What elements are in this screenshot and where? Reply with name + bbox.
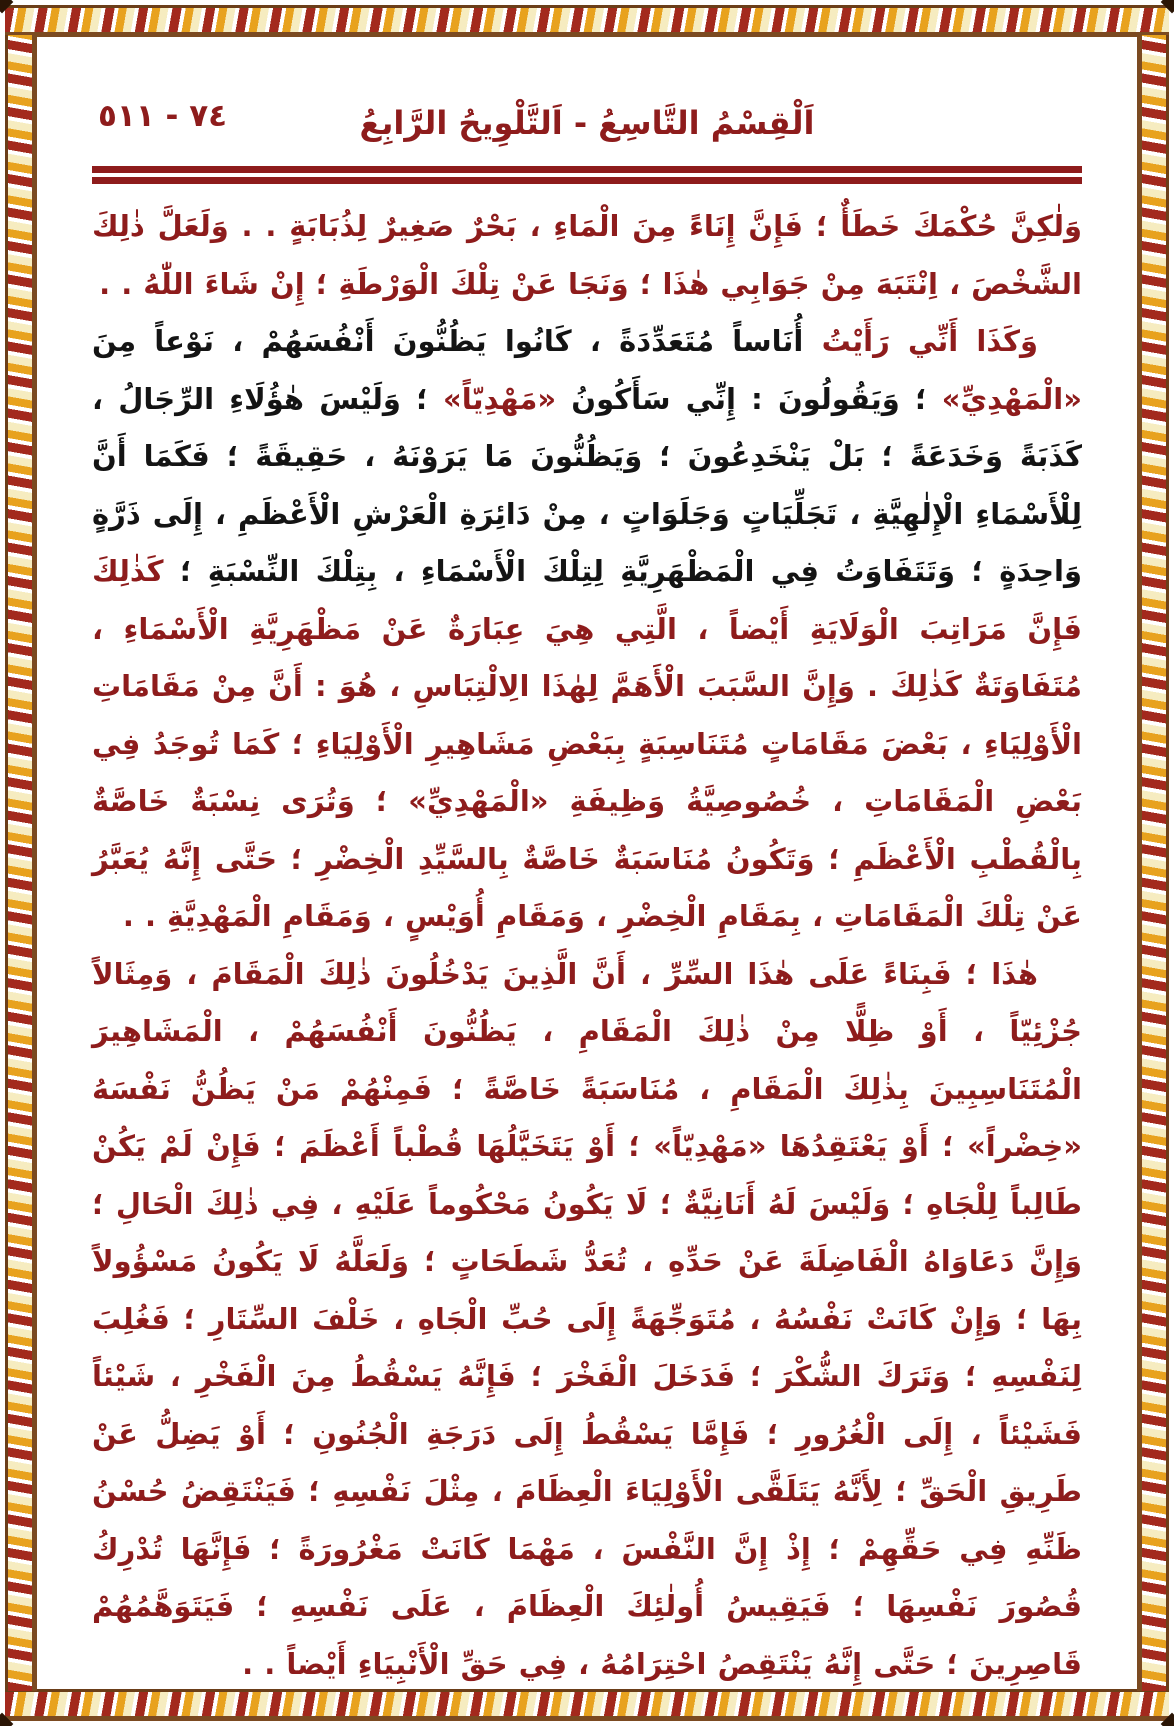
text-segment: أُنَاساً مُتَعَدِّدَةً ، كَانُوا يَظُنُّونَ أَنْفُسَهُمْ ، نَوْعاً مِنَ bbox=[92, 324, 804, 358]
border-right-band bbox=[1137, 35, 1169, 1691]
text-segment: «الْمَهْدِيِّ» bbox=[941, 381, 1082, 416]
text-segment: وَكَذَا أَنِّي رَأَيْتُ bbox=[803, 324, 1038, 358]
page-content bbox=[64, 42, 1110, 1684]
border-left-band bbox=[5, 35, 37, 1691]
text-segment: ؛ وَيَقُولُونَ : إِنِّي سَأَكُونُ bbox=[556, 381, 942, 416]
text-segment: هٰذَا ؛ فَبِنَاءً عَلَى هٰذَا السِّرِّ ، أَنَّ الَّذِينَ يَدْخُلُونَ ذٰلِكَ الْمَقَامَ ، وَمِثَالاً جُزْئِيّاً ، أَوْ ظِلًّا مِنْ ذٰلِكَ الْمَقَامِ ، يَظُنُّونَ أَنْفُسَهُمْ ، الْمَشَاهِيرَ الْمُتَنَاسِبِينَ بِذٰلِكَ الْمَقَامِ ، مُنَاسَبَةً خَاصَّةً ؛ فَمِنْهُمْ مَنْ يَظُنُّ نَفْسَهُ «خِضْراً» ؛ أَوْ يَعْتَقِدُهَا «مَهْدِيّاً» ؛ أَوْ يَتَخَيَّلُهَا قُطْباً أَعْظَمَ ؛ فَإِنْ لَمْ يَكُنْ طَالِباً لِلْجَاهِ ؛ وَلَيْسَ لَهُ أَنَانِيَّةٌ ؛ لَا يَكُونُ مَحْكُوماً عَلَيْهِ ، فِي ذٰلِكَ الْحَالِ ؛ وَإِنَّ دَعَاوَاهُ الْفَاضِلَةَ عَنْ حَدِّهِ ، تُعَدُّ شَطَحَاتٍ ؛ وَلَعَلَّهُ لَا يَكُونُ مَسْؤُولاً بِهَا ؛ وَإِنْ كَانَتْ نَفْسُهُ ، مُتَوَجِّهَةً إِلَى حُبِّ الْجَاهِ ، خَلْفَ السِّتَارِ ؛ فَغُلِبَ لِنَفْسِهِ ؛ وَتَرَكَ الشُّكْرَ ؛ فَدَخَلَ الْفَخْرَ ؛ فَإِنَّهُ يَسْقُطُ مِنَ الْفَخْرِ ، شَيْئاً فَشَيْئاً ، إِلَى الْغُرُورِ ؛ فَإِمَّا يَسْقُطُ إِلَى دَرَجَةِ الْجُنُونِ ؛ أَوْ يَضِلُّ عَنْ طَرِيقِ الْحَقِّ ؛ لِأَنَّهُ يَتَلَقَّى الْأَوْلِيَاءَ الْعِظَامَ ، مِثْلَ نَفْسِهِ ؛ فَيَنْتَقِضُ حُسْنُ ظَنِّهِ فِي حَقِّهِمْ ؛ إِذْ إِنَّ النَّفْسَ ، مَهْمَا كَانَتْ مَغْرُورَةً ؛ فَإِنَّهَا تُدْرِكُ قُصُورَ نَفْسِهَا ؛ فَيَقِيسُ أُولٰئِكَ الْعِظَامَ ، عَلَى نَفْسِهِ ؛ فَيَتَوَهَّمُهُمْ قَاصِرِينَ ؛ حَتَّى إِنَّهُ يَنْتَقِصُ احْتِرَامُهُ ، فِي حَقِّ الْأَنْبِيَاءِ أَيْضاً . . bbox=[92, 956, 1082, 1681]
body-text bbox=[92, 198, 1082, 1693]
paragraph bbox=[92, 198, 1082, 313]
paragraph bbox=[92, 313, 1082, 946]
header-double-rule bbox=[92, 166, 1082, 184]
border-top-band bbox=[5, 5, 1169, 37]
text-segment: كَذٰلِكَ فَإِنَّ مَرَاتِبَ الْوَلَايَةِ أَيْضاً ، الَّتِي هِيَ عِبَارَةٌ عَنْ مَظْهَرِيَّةِ الْأَسْمَاءِ ، مُتَفَاوَتَةٌ كَذٰلِكَ . وَإِنَّ السَّبَبَ الْأَهَمَّ لِهٰذَا الِالْتِبَاسِ ، هُوَ : أَنَّ مِنْ مَقَامَاتِ الْأَوْلِيَاءِ ، بَعْضَ مَقَامَاتٍ مُتَنَاسِبَةٍ بِبَعْضِ مَشَاهِيرِ الْأَوْلِيَاءِ ؛ كَمَا تُوجَدُ فِي بَعْضِ الْمَقَامَاتِ ، خُصُوصِيَّةُ وَظِيفَةِ «الْمَهْدِيِّ» ؛ وَتُرَى نِسْبَةٌ خَاصَّةٌ بِالْقُطْبِ الْأَعْظَمِ ؛ وَتَكُونُ مُنَاسَبَةٌ خَاصَّةٌ بِالسَّيِّدِ الْخِضْرِ ؛ حَتَّى إِنَّهُ يُعَبَّرُ عَنْ تِلْكَ الْمَقَامَاتِ ، بِمَقَامِ الْخِضْرِ ، وَمَقَامِ أُوَيْسٍ ، وَمَقَامِ الْمَهْدِيَّةِ . . bbox=[92, 554, 1082, 933]
page-header bbox=[92, 88, 1082, 158]
text-segment: وَلٰكِنَّ حُكْمَكَ خَطَأٌ ؛ فَإِنَّ إِنَاءً مِنَ الْمَاءِ ، بَحْرٌ صَغِيرٌ لِذُبَابَةٍ . . وَلَعَلَّ ذٰلِكَ الشَّخْصَ ، اِنْتَبَهَ مِنْ جَوَابِي هٰذَا ؛ وَنَجَا عَنْ تِلْكَ الْوَرْطَةِ ؛ إِنْ شَاءَ اللّٰهُ . . bbox=[92, 209, 1082, 301]
page-title: اَلْقِسْمُ التَّاسِعُ - اَلتَّلْوِيحُ الرَّابِعُ bbox=[359, 104, 815, 142]
page-number: ٧٤ - ٥١١ bbox=[98, 98, 228, 134]
border-bottom-band bbox=[5, 1689, 1169, 1721]
text-segment: ؛ وَلَيْسَ هٰؤُلَاءِ الرِّجَالُ ، كَذَبَةً وَخَدَعَةً ؛ بَلْ يَنْخَدِعُونَ ؛ وَيَظُنُّونَ مَا يَرَوْنَهُ ، حَقِيقَةً ؛ فَكَمَا أَنَّ لِلْأَسْمَاءِ الْإِلٰهِيَّةِ ، تَجَلِّيَاتٍ وَجَلَوَاتٍ ، مِنْ دَائِرَةِ الْعَرْشِ الْأَعْظَمِ ، إِلَى ذَرَّةٍ وَاحِدَةٍ ؛ وَتَتَفَاوَتُ فِي الْمَظْهَرِيَّةِ لِتِلْكَ الْأَسْمَاءِ ، بِتِلْكَ النِّسْبَةِ ؛ bbox=[92, 381, 1082, 588]
text-segment: «مَهْدِيّاً» bbox=[442, 381, 557, 416]
paragraph bbox=[92, 946, 1082, 1694]
